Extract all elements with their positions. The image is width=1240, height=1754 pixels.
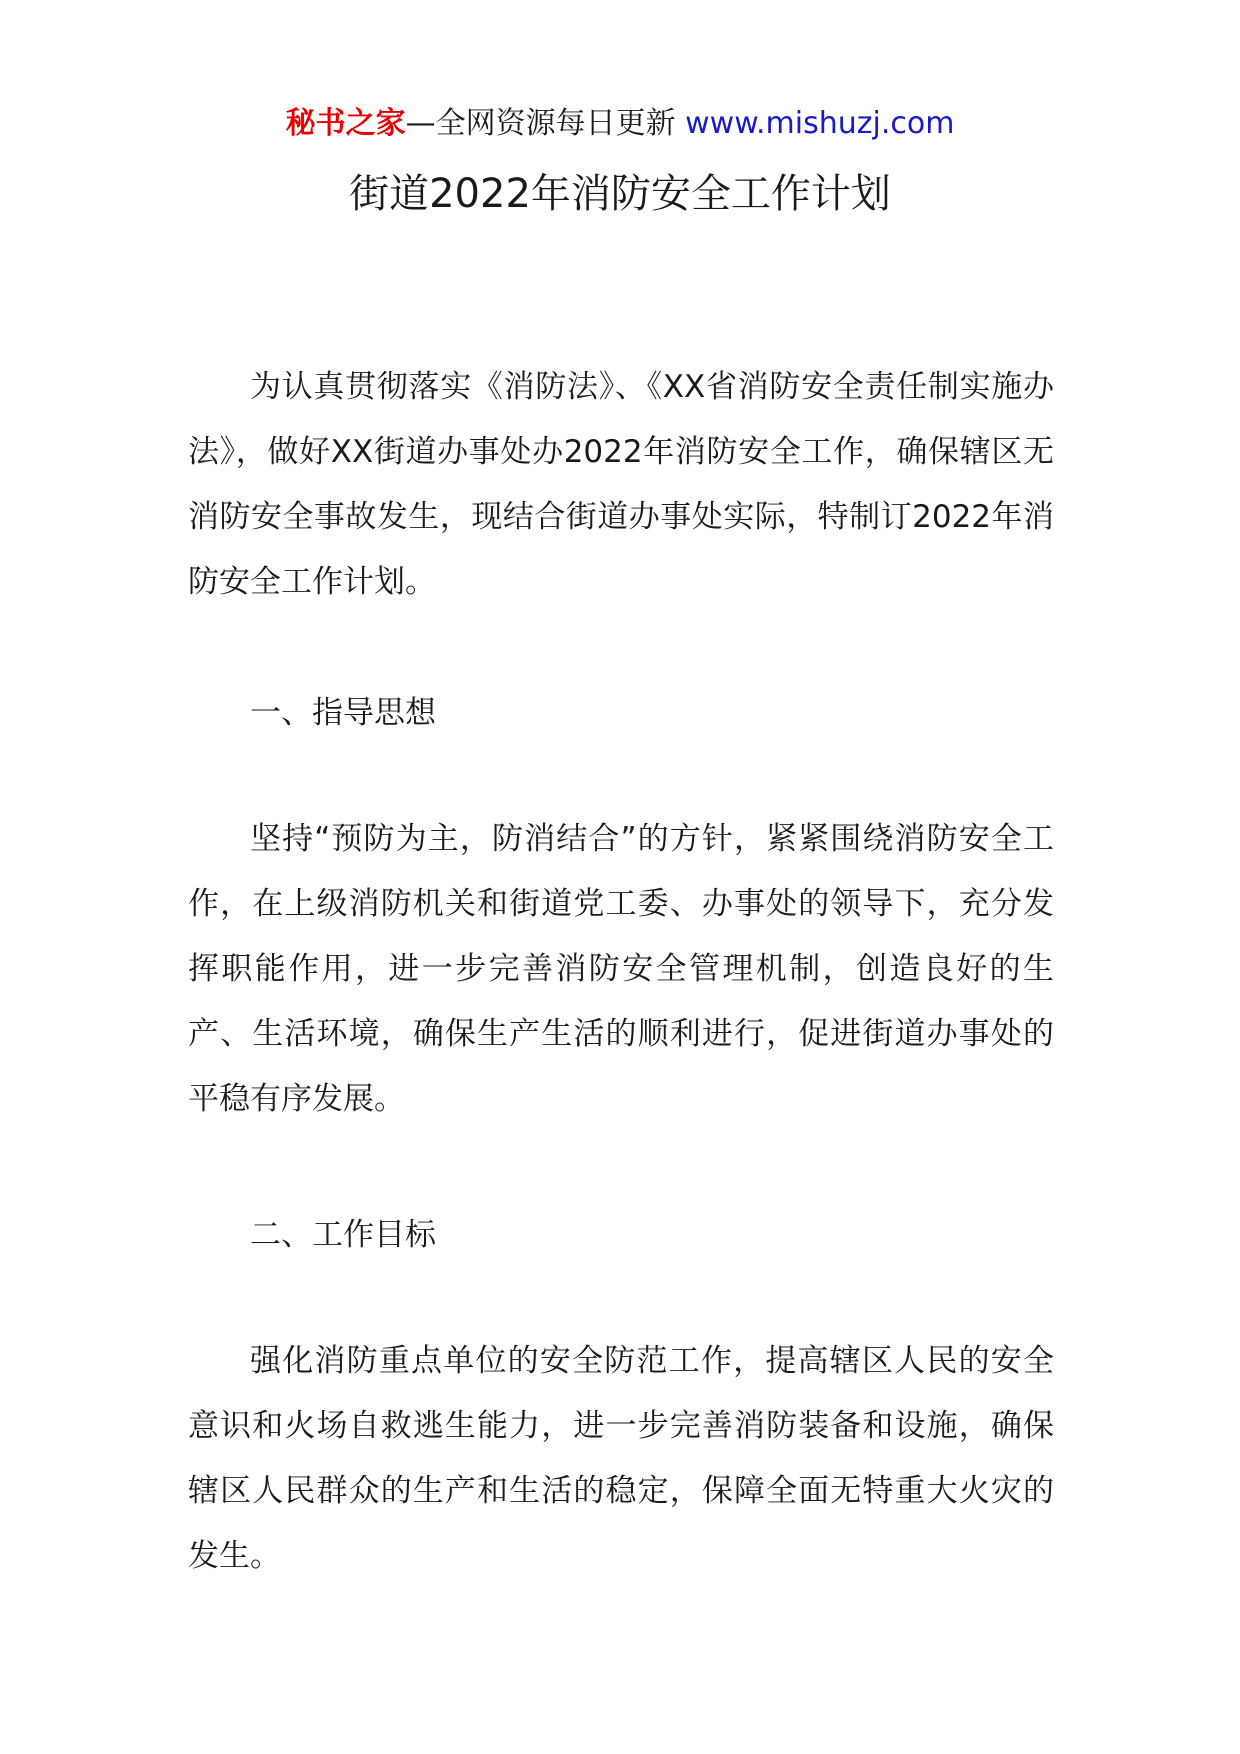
brand-name: 秘书之家 bbox=[285, 106, 406, 141]
site-slogan: —全网资源每日更新 bbox=[405, 106, 676, 141]
section-heading-work-goals: 二、工作目标 bbox=[250, 1217, 436, 1253]
document-title: 街道2022年消防安全工作计划 bbox=[349, 171, 891, 217]
section-heading-guiding-ideology: 一、指导思想 bbox=[250, 695, 436, 731]
site-header bbox=[0, 100, 1240, 148]
section-paragraph-work-goals: 强化消防重点单位的安全防范工作，提高辖区人民的安全意识和火场自救逃生能力，进一步完善消防装备和设施，确保辖区人民群众的生产和生活的稳定，保障全面无特重大火灾的发生。 bbox=[188, 1343, 1054, 1574]
site-url-link[interactable]: www.mishuzj.com bbox=[685, 106, 955, 141]
section-paragraph-guiding-ideology: 坚持“预防为主，防消结合”的方针，紧紧围绕消防安全工作，在上级消防机关和街道党工委、办事处的领导下，充分发挥职能作用，进一步完善消防安全管理机制，创造良好的生产、生活环境，确保生产生活的顺利进行，促进街道办事处的平稳有序发展。 bbox=[188, 821, 1054, 1117]
intro-paragraph: 为认真贯彻落实《消防法》、《XX省消防安全责任制实施办法》，做好XX街道办事处办2022年消防安全工作，确保辖区无消防安全事故发生，现结合街道办事处实际，特制订2022年消防安全工作计划。 bbox=[188, 369, 1054, 600]
